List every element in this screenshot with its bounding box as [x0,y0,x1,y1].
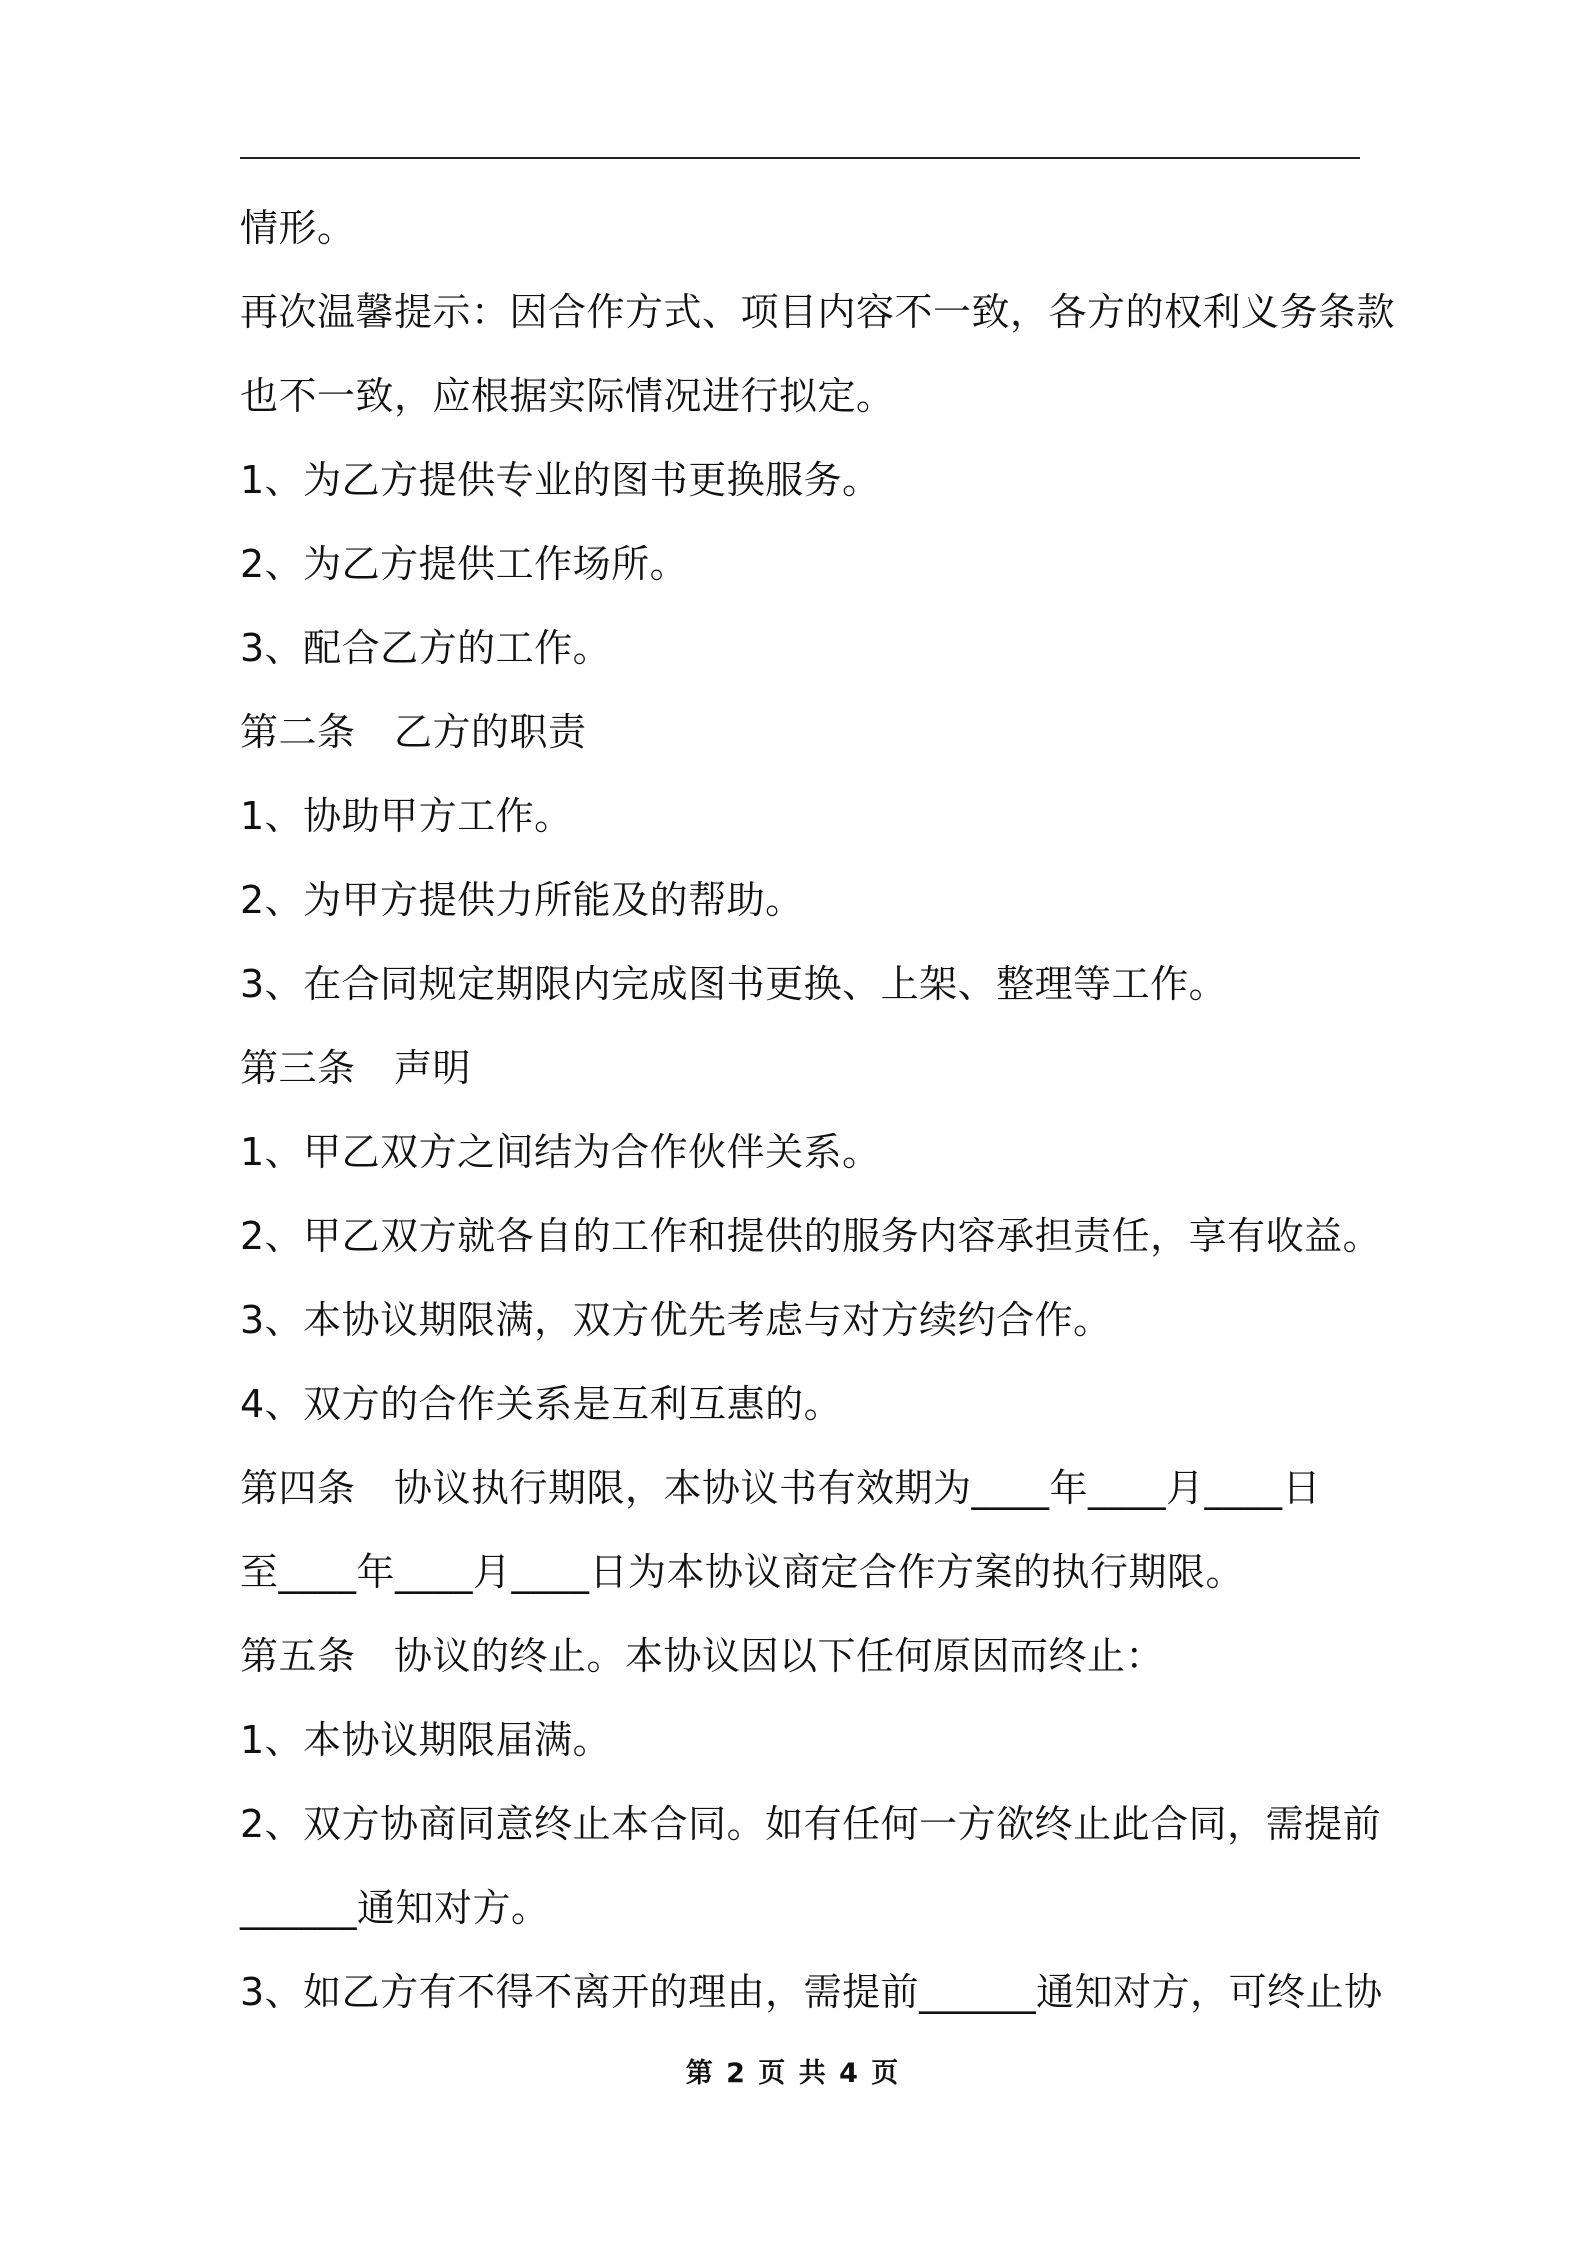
page-number-footer: 第 2 页 共 4 页 [685,2058,901,2089]
section-heading: 第三条 声明 [240,1046,472,1090]
list-item: 3、在合同规定期限内完成图书更换、上架、整理等工作。 [240,962,1228,1006]
list-item: 2、为甲方提供力所能及的帮助。 [240,878,804,922]
list-item: 3、本协议期限满，双方优先考虑与对方续约合作。 [240,1298,1112,1342]
list-item: 4、双方的合作关系是互利互惠的。 [240,1382,843,1426]
section-heading: 第二条 乙方的职责 [240,710,587,754]
list-item: 2、为乙方提供工作场所。 [240,542,689,586]
list-item: 3、配合乙方的工作。 [240,626,612,670]
list-item: 1、为乙方提供专业的图书更换服务。 [240,458,881,502]
list-item: 1、甲乙双方之间结为合作伙伴关系。 [240,1130,881,1174]
list-item: 2、甲乙双方就各自的工作和提供的服务内容承担责任，享有收益。 [240,1214,1382,1258]
contract-body [240,192,1396,2040]
text-line: 也不一致，应根据实际情况进行拟定。 [240,374,895,418]
section-heading: 第五条 协议的终止。本协议因以下任何原因而终止： [240,1634,1165,1678]
text-line: ______通知对方。 [240,1886,550,1930]
list-item: 1、协助甲方工作。 [240,794,573,838]
text-line: 再次温馨提示：因合作方式、项目内容不一致，各方的权利义务条款 [240,290,1396,334]
list-item: 3、如乙方有不得不离开的理由，需提前______通知对方，可终止协 [240,1970,1383,2014]
list-item: 2、双方协商同意终止本合同。如有任何一方欲终止此合同，需提前 [240,1802,1382,1846]
section-heading: 第四条 协议执行期限，本协议书有效期为____年____月____日 [240,1466,1322,1510]
text-line: 情形。 [240,206,356,250]
header-rule [240,157,1360,159]
text-line: 至____年____月____日为本协议商定合作方案的执行期限。 [240,1550,1245,1594]
list-item: 1、本协议期限届满。 [240,1718,612,1762]
